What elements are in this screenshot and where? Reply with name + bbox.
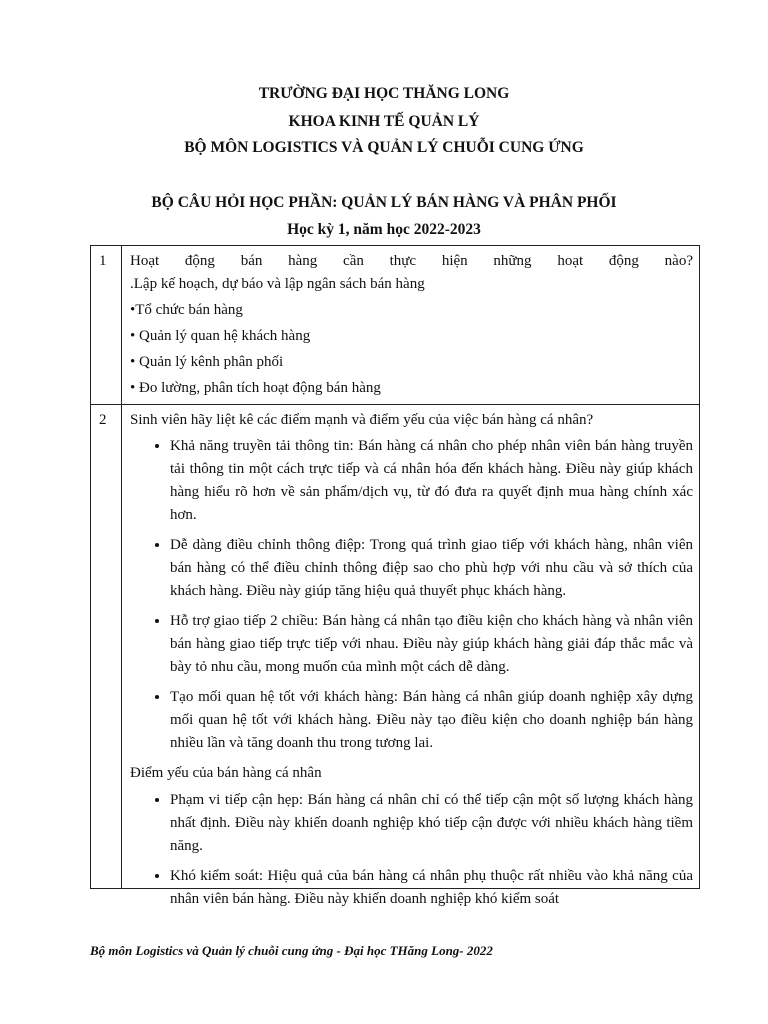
- question-number: 2: [91, 405, 122, 889]
- question-number: 1: [91, 246, 122, 405]
- weakness-heading: Điểm yếu của bán hàng cá nhân: [130, 765, 322, 781]
- answer-cell: [122, 405, 700, 907]
- question-text: Hoạt động bán hàng cần thực hiện những hoạt động nào?: [130, 253, 693, 269]
- answer-line: •Tổ chức bán hàng: [130, 302, 243, 318]
- answer-line: • Quản lý kênh phân phối: [130, 354, 284, 370]
- table-row: [91, 246, 700, 405]
- question-text: Sinh viên hãy liệt kê các điểm mạnh và điểm yếu của việc bán hàng cá nhân?: [130, 412, 594, 428]
- table-row: [91, 405, 700, 889]
- question-table: [90, 245, 700, 907]
- university-name: TRƯỜNG ĐẠI HỌC THĂNG LONG: [258, 85, 510, 102]
- answer-line: • Đo lường, phân tích hoạt động bán hàng: [130, 380, 381, 396]
- weaknesses-list: [130, 789, 693, 911]
- list-item: • Phạm vi tiếp cận hẹp: Bán hàng cá nhân chỉ có thể tiếp cận một số lượng khách hàng nhất định. Điều này khiến doanh nghiệp khó tiếp cận được với nhiều khách hàng tiềm năng.: [170, 789, 693, 858]
- page-footer: Bộ môn Logistics và Quản lý chuỗi cung ứng - Đại học THăng Long- 2022: [90, 943, 493, 958]
- list-item: • Tạo mối quan hệ tốt với khách hàng: Bán hàng cá nhân giúp doanh nghiệp xây dựng mối quan hệ tốt với khách hàng. Điều này tạo điều kiện cho doanh nghiệp bán hàng nhiều lần và tăng doanh thu trong tương lai.: [170, 686, 693, 755]
- faculty-name: KHOA KINH TẾ QUẢN LÝ: [288, 113, 480, 130]
- semester-info: Học kỳ 1, năm học 2022-2023: [287, 221, 481, 238]
- answer-line: • Quản lý quan hệ khách hàng: [130, 328, 311, 344]
- answer-line: .Lập kế hoạch, dự báo và lập ngân sách bán hàng: [130, 276, 425, 292]
- strengths-list: [130, 435, 693, 755]
- list-item: • Dễ dàng điều chỉnh thông điệp: Trong quá trình giao tiếp với khách hàng, nhân viên bán hàng có thể điều chỉnh thông điệp sao cho phù hợp với nhu cầu và sở thích của khách hàng. Điều này giúp tăng hiệu quả thuyết phục khách hàng.: [170, 534, 693, 603]
- list-item: • Khó kiểm soát: Hiệu quả của bán hàng cá nhân phụ thuộc rất nhiều vào khả năng của nhân viên bán hàng. Điều này khiến doanh nghiệp khó kiểm soát: [170, 865, 693, 911]
- list-item: • Hỗ trợ giao tiếp 2 chiều: Bán hàng cá nhân tạo điều kiện cho khách hàng và nhân viên bán hàng giao tiếp trực tiếp với nhau. Điều này giúp khách hàng giải đáp thắc mắc và bày tỏ nhu cầu, mong muốn của mình một cách dễ dàng.: [170, 610, 693, 679]
- answer-cell: [122, 246, 700, 405]
- document-title: BỘ CÂU HỎI HỌC PHẦN: QUẢN LÝ BÁN HÀNG VÀ PHÂN PHỐI: [151, 194, 617, 211]
- department-name: BỘ MÔN LOGISTICS VÀ QUẢN LÝ CHUỖI CUNG ỨNG: [184, 139, 584, 156]
- list-item: • Khả năng truyền tải thông tin: Bán hàng cá nhân cho phép nhân viên bán hàng truyền tải thông tin một cách trực tiếp và cá nhân hóa đến khách hàng. Điều này giúp khách hàng hiểu rõ hơn về sản phẩm/dịch vụ, từ đó đưa ra quyết định mua hàng chính xác hơn.: [170, 435, 693, 527]
